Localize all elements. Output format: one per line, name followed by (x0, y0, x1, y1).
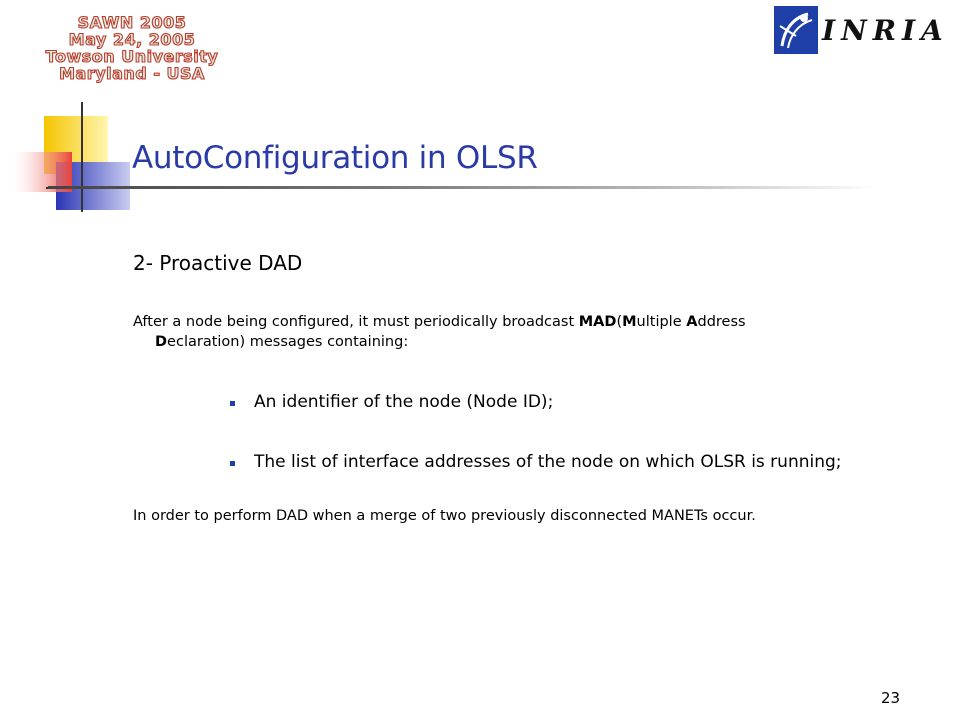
stamp-line-2: May 24, 2005 (68, 30, 196, 49)
intro-bold-a: A (686, 314, 698, 330)
decorative-squares-icon (0, 100, 140, 220)
intro-indent-line (133, 332, 913, 352)
intro-bold-mad: MAD (578, 314, 617, 330)
intro-text-4: ddress (697, 314, 746, 330)
intro-text-1: After a node being configured, it must periodically broadcast (133, 314, 579, 330)
inria-logo-icon (774, 6, 818, 54)
stamp-line-3: Towson University (45, 47, 219, 66)
logo-wordmark: INRIA (822, 14, 949, 47)
bullet-square-icon (230, 401, 235, 406)
page-number: 23 (881, 689, 901, 707)
intro-bold-m: M (622, 314, 637, 330)
intro-paragraph (133, 312, 913, 352)
closing-sentence: In order to perform DAD when a merge of two previously disconnected MANETs occur. (133, 508, 756, 524)
intro-text-2: ( (616, 314, 623, 330)
stamp-line-4: Maryland - USA (59, 64, 205, 83)
bullet-square-icon (230, 461, 235, 466)
title-underline (48, 186, 878, 189)
slide-title: AutoConfiguration in OLSR (132, 140, 538, 176)
stamp-line-1: SAWN 2005 (77, 13, 187, 32)
intro-text-3: ultiple (636, 314, 687, 330)
bullet-text-2: The list of interface addresses of the node on which OLSR is running; (254, 452, 842, 472)
intro-text-5: eclaration) messages containing: (167, 334, 409, 350)
subheading: 2- Proactive DAD (133, 251, 303, 275)
inria-logo (770, 6, 949, 56)
conference-stamp (22, 14, 242, 82)
bullet-text-1: An identifier of the node (Node ID); (254, 392, 554, 412)
intro-bold-d: D (155, 334, 168, 350)
